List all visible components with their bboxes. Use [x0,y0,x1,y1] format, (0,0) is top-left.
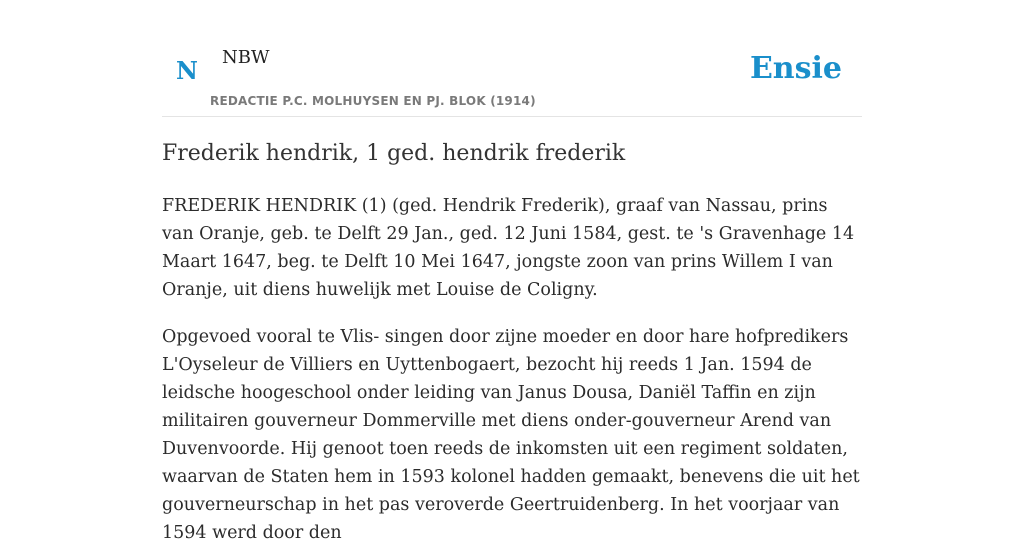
nbw-logo[interactable]: N [176,56,198,85]
ensie-logo[interactable]: Ensie [749,51,842,86]
article-paragraph: Opgevoed vooral te Vlis- singen door zijne moeder en door hare hofpredikers L'Oyseleur de Villiers en Uyttenbogaert, bezocht hij reeds 1 Jan. 1594 de leidsche hoogeschool onder leiding van Janus Dousa, Daniël Taffin en zijn militairen gouverneur Dommerville met diens onder-gouverneur Arend van Duvenvoorde. Hij genoot toen reeds de inkomsten uit een regiment soldaten, waarvan de Staten hem in 1593 kolonel hadden gemaakt, benevens die uit het gouverneurschap in het pas veroverde Geertruidenberg. In het voorjaar van 1594 werd door den [162,327,860,543]
header [162,0,862,117]
article-title: Frederik hendrik, 1 ged. hendrik frederik [162,141,626,166]
article [162,138,862,547]
source-subtitle: REDACTIE P.C. MOLHUYSEN EN PJ. BLOK (1914) [210,94,536,108]
source-title: NBW [222,47,270,68]
article-paragraph: FREDERIK HENDRIK (1) (ged. Hendrik Frederik), graaf van Nassau, prins van Oranje, geb. te Delft 29 Jan., ged. 12 Juni 1584, gest. te 's Gravenhage 14 Maart 1647, beg. te Delft 10 Mei 1647, jongste zoon van prins Willem I van Oranje, uit diens huwelijk met Louise de Coligny. [162,196,855,300]
